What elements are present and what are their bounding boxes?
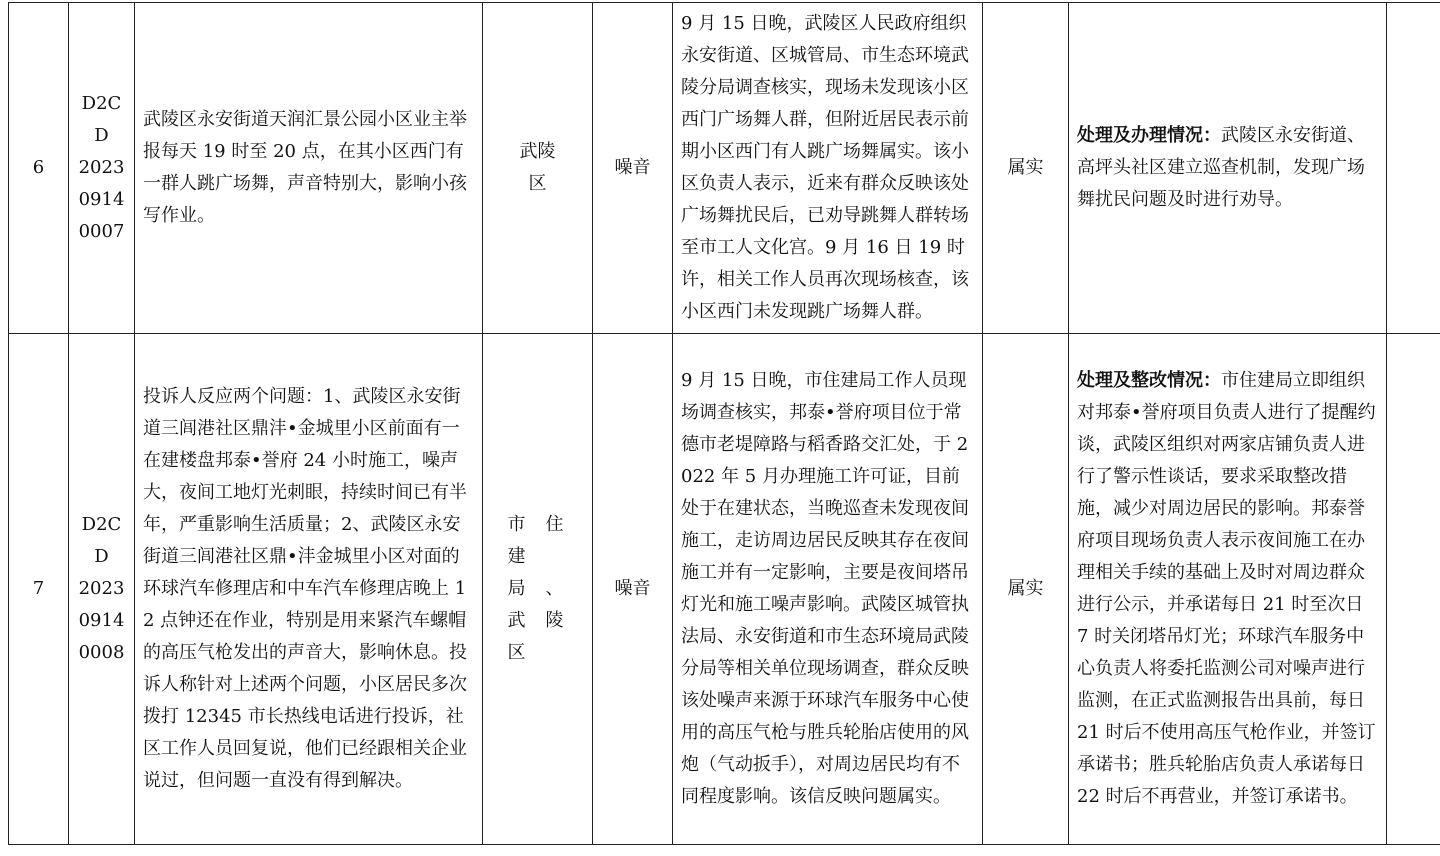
verdict-cell: 属实 xyxy=(983,334,1069,845)
result-text: 武陵区永安街道、高坪头社区建立巡查机制，发现广场舞扰民问题及时进行劝导。 xyxy=(1077,125,1365,210)
table-row xyxy=(9,3,1440,334)
extra-cell xyxy=(1387,3,1440,334)
row-index: 6 xyxy=(9,3,69,334)
case-code-line: D2CD xyxy=(81,93,122,146)
district-cell xyxy=(483,3,593,334)
case-code-line: 0914 xyxy=(78,610,125,631)
verdict-cell: 属实 xyxy=(983,3,1069,334)
district-text: 武陵区 xyxy=(519,141,556,194)
extra-cell xyxy=(1387,334,1440,845)
complaint-content: 投诉人反应两个问题：1、武陵区永安街道三闾港社区鼎沣•金城里小区前面有一在建楼盘邦泰•誉府 24 小时施工，噪声大，夜间工地灯光刺眼，持续时间已有半年，严重影响生活质量；2、武陵区永安街道三闾港社区鼎•沣金城里小区对面的环球汽车修理店和中车汽车修理店晚上 12 点钟还在作业，特别是用来紧汽车螺帽的高压气枪发出的声音大，影响休息。投诉人称针对上述两个问题，小区居民多次拨打 12345 市长热线电话进行投诉，社区工作人员回复说，他们已经跟相关企业说过，但问题一直没有得到解决。 xyxy=(135,334,483,845)
result-text: 市住建局立即组织对邦泰•誉府项目负责人进行了提醒约谈，武陵区组织对两家店铺负责人进行了警示性谈话，要求采取整改措施，减少对周边居民的影响。邦泰誉府项目现场负责人表示夜间施工在办理相关手续的基础上及时对周边群众进行公示，并承诺每日 21 时至次日 7 时关闭塔吊灯光；环球汽车服务中心负责人将委托监测公司对噪声进行监测，在正式监测报告出具前，每日 21 时后不使用高压气枪作业，并签订承诺书；胜兵轮胎店负责人承诺每日 22 时后不再营业，并签订承诺书。 xyxy=(1077,370,1376,807)
category-cell: 噪音 xyxy=(593,334,673,845)
result-label: 处理及整改情况： xyxy=(1077,370,1221,391)
complaint-table xyxy=(8,2,1440,845)
case-code-line: 0914 xyxy=(78,189,125,210)
district-cell xyxy=(483,334,593,845)
result-cell xyxy=(1069,334,1387,845)
investigation-content: 9 月 15 日晚，武陵区人民政府组织永安街道、区城管局、市生态环境武陵分局调查核实，现场未发现该小区西门广场舞人群，但附近居民表示前期小区西门有人跳广场舞属实。该小区负责人表示，近来有群众反映该处广场舞扰民后，已劝导跳舞人群转场至市工人文化宫。9 月 16 日 19 时许，相关工作人员再次现场核查，该小区西门未发现跳广场舞人群。 xyxy=(673,3,983,334)
case-code-line: 2023 xyxy=(78,578,125,599)
case-code-line: 2023 xyxy=(78,157,125,178)
investigation-content: 9 月 15 日晚，市住建局工作人员现场调查核实，邦泰•誉府项目位于常德市老堤障路与稻香路交汇处，于 2022 年 5 月办理施工许可证，目前处于在建状态，当晚巡查未发现夜间施工，走访周边居民反映其存在夜间施工并有一定影响，主要是夜间塔吊灯光和施工噪声影响。武陵区城管执法局、永安街道和市生态环境局武陵分局等相关单位现场调查，群众反映该处噪声来源于环球汽车服务中心使用的高压气枪与胜兵轮胎店使用的风炮（气动扳手），对周边居民均有不同程度影响。该信反映问题属实。 xyxy=(673,334,983,845)
table-row xyxy=(9,334,1440,845)
district-text: 市住建局、武陵区 xyxy=(507,514,568,663)
case-code xyxy=(69,334,135,845)
result-cell xyxy=(1069,3,1387,334)
complaint-content: 武陵区永安街道天润汇景公园小区业主举报每天 19 时至 20 点，在其小区西门有一群人跳广场舞，声音特别大，影响小孩写作业。 xyxy=(135,3,483,334)
row-index: 7 xyxy=(9,334,69,845)
category-cell: 噪音 xyxy=(593,3,673,334)
case-code xyxy=(69,3,135,334)
case-code-line: D2CD xyxy=(81,514,122,567)
case-code-line: 0008 xyxy=(78,642,125,663)
result-label: 处理及办理情况： xyxy=(1077,125,1221,146)
case-code-line: 0007 xyxy=(78,221,125,242)
